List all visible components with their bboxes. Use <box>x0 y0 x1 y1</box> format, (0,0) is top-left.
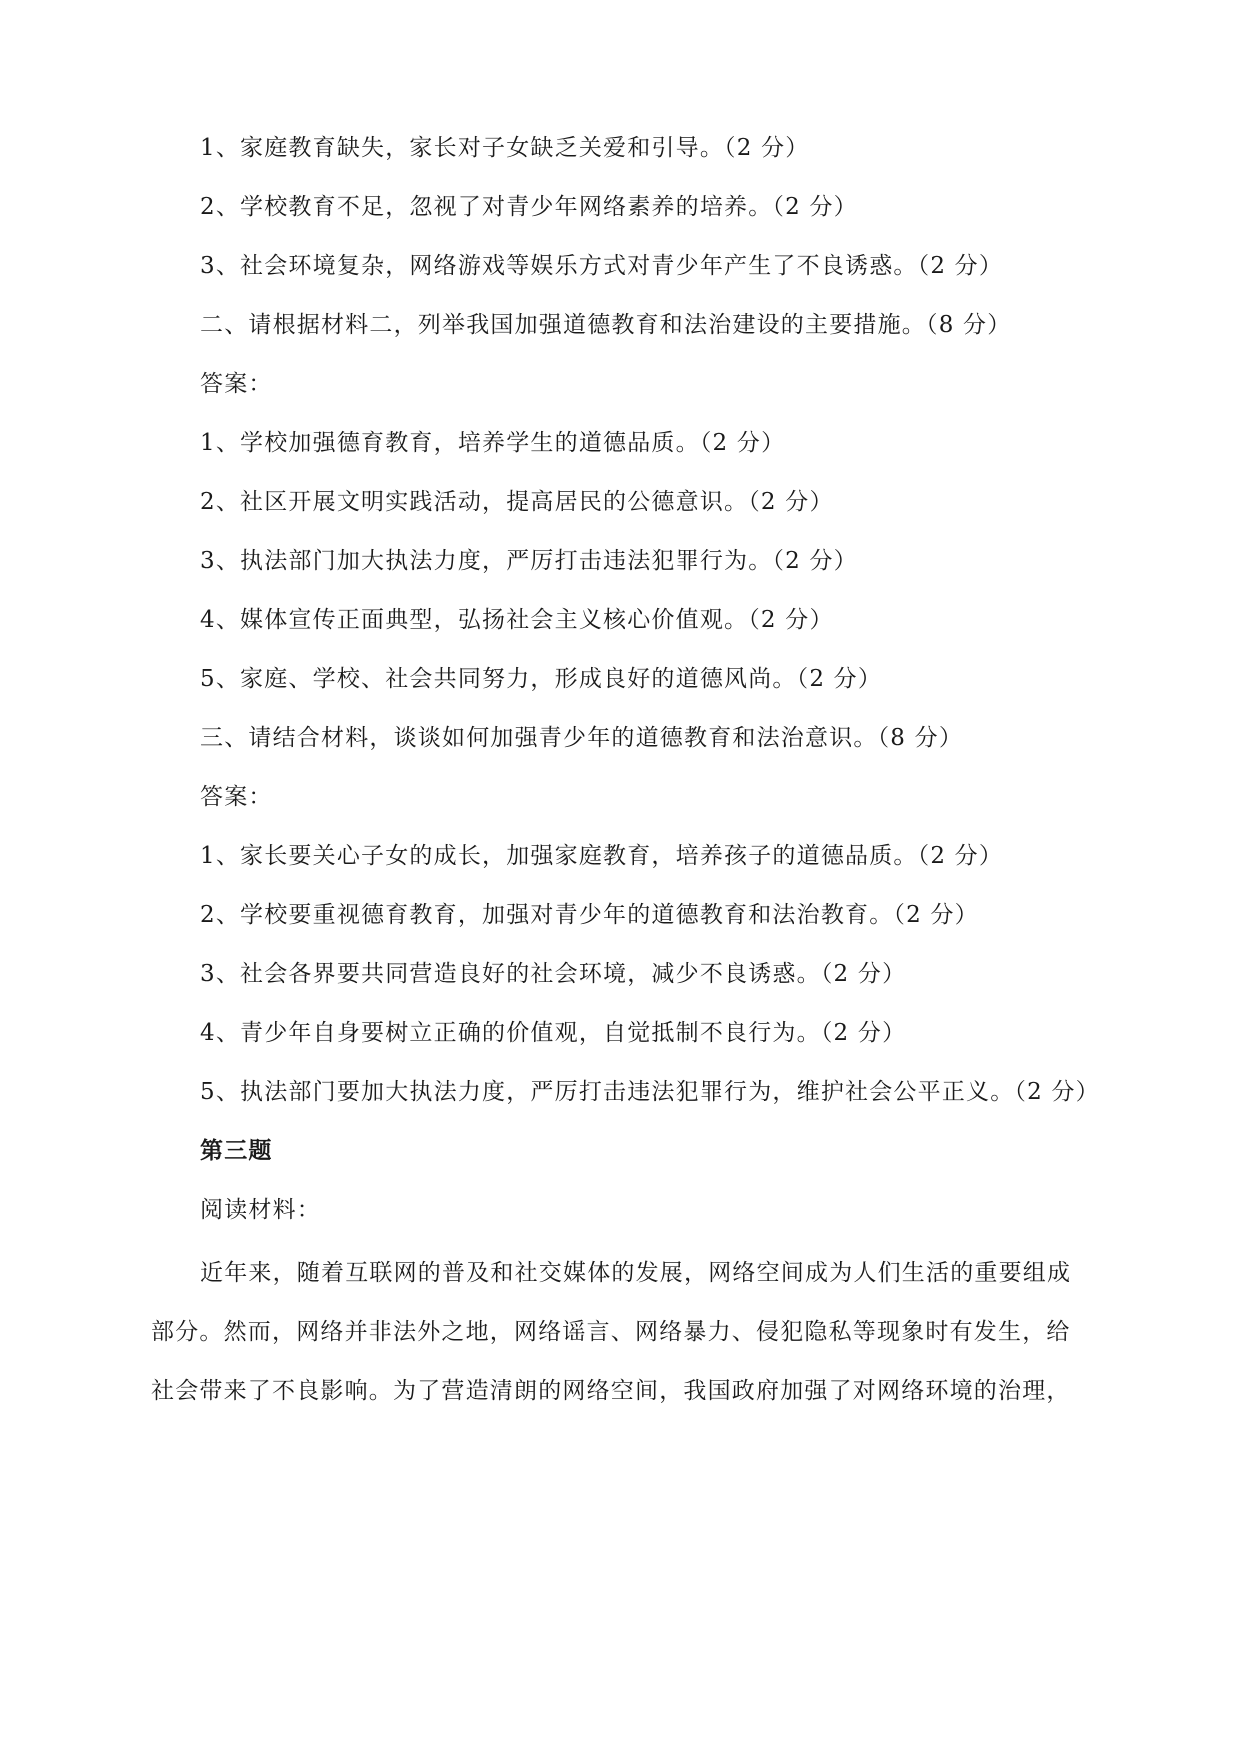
cause-item-3: 3、社会环境复杂，网络游戏等娱乐方式对青少年产生了不良诱惑。（2 分） <box>200 253 1004 279</box>
q3-answer-item-5: 5、执法部门要加大执法力度，严厉打击违法犯罪行为，维护社会公平正义。（2 分） <box>200 1079 1100 1105</box>
q2-answer-item-3: 3、执法部门加大执法力度，严厉打击违法犯罪行为。（2 分） <box>200 548 858 574</box>
q2-answer-item-2: 2、社区开展文明实践活动，提高居民的公德意识。（2 分） <box>200 489 834 515</box>
paragraph-line-1: 近年来，随着互联网的普及和社交媒体的发展，网络空间成为人们生活的重要组成 <box>200 1260 1072 1286</box>
question-3: 三、请结合材料，谈谈如何加强青少年的道德教育和法治意识。（8 分） <box>200 725 964 751</box>
question-2: 二、请根据材料二，列举我国加强道德教育和法治建设的主要措施。（8 分） <box>200 312 1012 338</box>
q2-answer-item-4: 4、媒体宣传正面典型，弘扬社会主义核心价值观。（2 分） <box>200 607 834 633</box>
q2-answer-item-5: 5、家庭、学校、社会共同努力，形成良好的道德风尚。（2 分） <box>200 666 883 692</box>
cause-item-2: 2、学校教育不足，忽视了对青少年网络素养的培养。（2 分） <box>200 194 858 220</box>
paragraph-line-2: 部分。然而，网络并非法外之地，网络谣言、网络暴力、侵犯隐私等现象时有发生，给 <box>151 1319 1071 1345</box>
q3-answer-item-4: 4、青少年自身要树立正确的价值观，自觉抵制不良行为。（2 分） <box>200 1020 907 1046</box>
q3-answer-item-1: 1、家长要关心子女的成长，加强家庭教育，培养孩子的道德品质。（2 分） <box>200 843 1004 869</box>
q3-answer-item-3: 3、社会各界要共同营造良好的社会环境，减少不良诱惑。（2 分） <box>200 961 907 987</box>
material-label: 阅读材料： <box>200 1197 321 1223</box>
question-3-answer-label: 答案： <box>200 784 273 810</box>
question-2-answer-label: 答案： <box>200 371 273 397</box>
cause-item-1: 1、家庭教育缺失，家长对子女缺乏关爱和引导。（2 分） <box>200 135 810 161</box>
paragraph-line-3: 社会带来了不良影响。为了营造清朗的网络空间，我国政府加强了对网络环境的治理， <box>151 1378 1071 1404</box>
q3-answer-item-2: 2、学校要重视德育教育，加强对青少年的道德教育和法治教育。（2 分） <box>200 902 979 928</box>
q2-answer-item-1: 1、学校加强德育教育，培养学生的道德品质。（2 分） <box>200 430 786 456</box>
section-3-title: 第三题 <box>200 1137 273 1164</box>
